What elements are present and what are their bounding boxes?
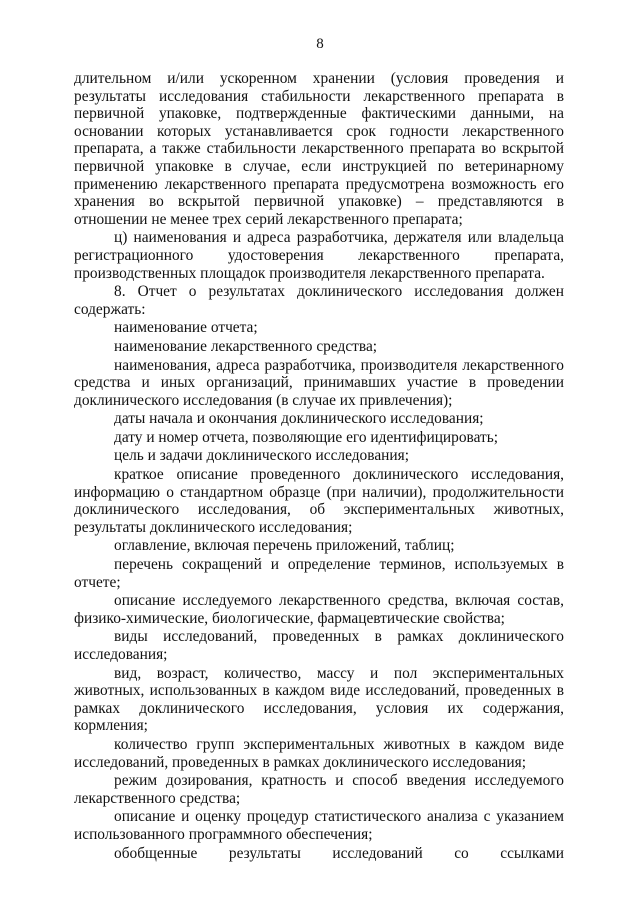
list-item: описание и оценку процедур статистического анализа с указанием использованного программного обеспечения;: [74, 808, 564, 843]
list-item: виды исследований, проведенных в рамках доклинического исследования;: [74, 628, 564, 663]
paragraph-item-ts: ц) наименования и адреса разработчика, держателя или владельца регистрационного удостоверения лекарственного препарата, производственных площадок производителя лекарственного препарата.: [74, 229, 564, 282]
list-item: цель и задачи доклинического исследования;: [114, 447, 409, 465]
paragraph-storage-conditions: длительном и/или ускоренном хранении (условия проведения и результаты исследования стабильности лекарственного препарата в первичной упаковке, подтвержденные фактическими данными, на основании которых устанавливается срок годности лекарственного препарата, а также стабильности лекарственного препарата во вскрытой первичной упаковке в случае, если инструкцией по ветеринарному применению лекарственного препарата предусмотрена возможность его хранения во вскрытой первичной упаковке) – представляются в отношении не менее трех серий лекарственного препарата;: [74, 70, 564, 228]
list-item: даты начала и окончания доклинического исследования;: [114, 410, 484, 428]
document-body: [74, 70, 564, 863]
list-item: описание исследуемого лекарственного средства, включая состав, физико-химические, биологические, фармацевтические свойства;: [74, 592, 564, 627]
list-item: режим дозирования, кратность и способ введения исследуемого лекарственного средства;: [74, 772, 564, 807]
list-item: вид, возраст, количество, массу и пол экспериментальных животных, использованных в каждом виде исследований, проведенных в рамках доклинического исследования, условия их содержания, кормления;: [74, 664, 564, 735]
paragraph-section-8: 8. Отчет о результатах доклинического исследования должен содержать:: [74, 283, 564, 318]
list-item: перечень сокращений и определение терминов, используемых в отчете;: [74, 556, 564, 591]
list-item: оглавление, включая перечень приложений, таблиц;: [114, 537, 455, 555]
list-item: обобщенные результаты исследований со ссылками: [114, 844, 564, 862]
list-item: наименования, адреса разработчика, производителя лекарственного средства и иных организаций, принимавших участие в проведении доклинического исследования (в случае их привлечения);: [74, 356, 564, 409]
list-item: количество групп экспериментальных животных в каждом виде исследований, проведенных в рамках доклинического исследования;: [74, 735, 564, 771]
list-item: краткое описание проведенного доклинического исследования, информацию о стандартном образце (при наличии), продолжительности доклинического исследования, об экспериментальных животных, результаты доклинического исследования;: [74, 466, 564, 536]
list-item: дату и номер отчета, позволяющие его идентифицировать;: [114, 428, 499, 446]
list-item: наименование лекарственного средства;: [114, 337, 378, 355]
list-item: наименование отчета;: [114, 319, 258, 337]
page-number: 8: [316, 36, 324, 52]
